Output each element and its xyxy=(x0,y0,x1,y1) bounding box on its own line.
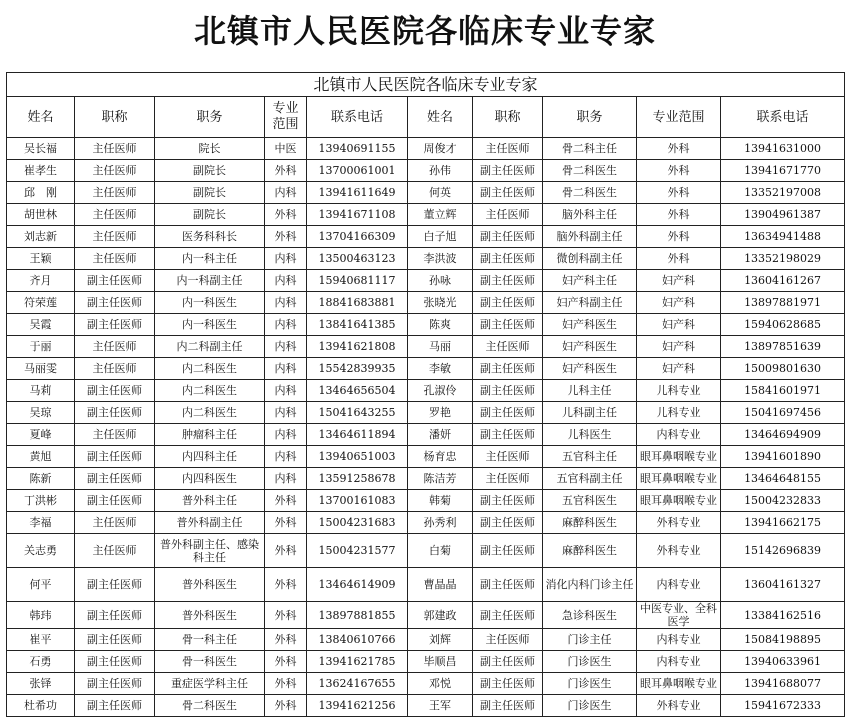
table-cell: 胡世林 xyxy=(7,204,75,226)
table-cell: 外科 xyxy=(265,629,307,651)
table-cell: 外科 xyxy=(265,490,307,512)
table-row xyxy=(7,292,845,314)
table-cell: 内科专业 xyxy=(637,651,721,673)
table-cell: 13384162516 xyxy=(721,602,845,629)
table-cell: 副主任医师 xyxy=(473,424,543,446)
table-cell: 15004231683 xyxy=(307,512,408,534)
table-cell: 麻醉科医生 xyxy=(543,512,637,534)
table-cell: 内二科医生 xyxy=(155,380,265,402)
table-cell: 15940628685 xyxy=(721,314,845,336)
table-cell: 13500463123 xyxy=(307,248,408,270)
table-cell: 13634941488 xyxy=(721,226,845,248)
table-row xyxy=(7,695,845,717)
table-cell: 内科 xyxy=(265,468,307,490)
table-cell: 主任医师 xyxy=(75,160,155,182)
table-cell: 李洪波 xyxy=(408,248,473,270)
table-cell: 门诊医生 xyxy=(543,695,637,717)
table-cell: 副主任医师 xyxy=(473,568,543,602)
table-row xyxy=(7,380,845,402)
table-cell: 副主任医师 xyxy=(473,512,543,534)
table-cell: 门诊主任 xyxy=(543,629,637,651)
table-cell: 儿科医生 xyxy=(543,424,637,446)
table-cell: 孙伟 xyxy=(408,160,473,182)
table-cell: 韩菊 xyxy=(408,490,473,512)
header-specialty-2: 专业范围 xyxy=(637,97,721,138)
table-cell: 内二科医生 xyxy=(155,402,265,424)
table-cell: 何平 xyxy=(7,568,75,602)
table-cell: 15084198895 xyxy=(721,629,845,651)
table-cell: 13941671108 xyxy=(307,204,408,226)
table-cell: 普外科副主任、感染科主任 xyxy=(155,534,265,568)
table-cell: 15941672333 xyxy=(721,695,845,717)
table-cell: 普外科主任 xyxy=(155,490,265,512)
table-row xyxy=(7,402,845,424)
table-cell: 13464694909 xyxy=(721,424,845,446)
table-cell: 中医专业、全科医学 xyxy=(637,602,721,629)
table-cell: 13940651003 xyxy=(307,446,408,468)
table-row xyxy=(7,424,845,446)
table-cell: 内四科医生 xyxy=(155,468,265,490)
table-cell: 内科 xyxy=(265,424,307,446)
table-cell: 副院长 xyxy=(155,182,265,204)
table-cell: 主任医师 xyxy=(75,336,155,358)
table-cell: 杨育忠 xyxy=(408,446,473,468)
table-row xyxy=(7,160,845,182)
table-cell: 外科 xyxy=(637,138,721,160)
table-cell: 妇产科 xyxy=(637,292,721,314)
header-position-2: 职务 xyxy=(543,97,637,138)
table-cell: 主任医师 xyxy=(75,534,155,568)
table-cell: 邱 刚 xyxy=(7,182,75,204)
table-cell: 门诊医生 xyxy=(543,651,637,673)
table-cell: 13941621256 xyxy=(307,695,408,717)
table-cell: 副主任医师 xyxy=(75,695,155,717)
table-row xyxy=(7,568,845,602)
table-cell: 内科 xyxy=(265,336,307,358)
table-cell: 13352197008 xyxy=(721,182,845,204)
table-header-row xyxy=(7,97,845,138)
table-body xyxy=(7,138,845,717)
table-row xyxy=(7,270,845,292)
table-cell: 主任医师 xyxy=(75,204,155,226)
table-cell: 儿科专业 xyxy=(637,402,721,424)
table-cell: 微创科副主任 xyxy=(543,248,637,270)
table-cell: 副主任医师 xyxy=(75,629,155,651)
table-cell: 13840610766 xyxy=(307,629,408,651)
table-cell: 李敏 xyxy=(408,358,473,380)
table-cell: 副主任医师 xyxy=(473,226,543,248)
table-cell: 孔淑伶 xyxy=(408,380,473,402)
table-cell: 副主任医师 xyxy=(473,160,543,182)
table-cell: 13941611649 xyxy=(307,182,408,204)
table-cell: 主任医师 xyxy=(75,512,155,534)
table-cell: 15004231577 xyxy=(307,534,408,568)
table-cell: 五官科副主任 xyxy=(543,468,637,490)
table-cell: 主任医师 xyxy=(75,226,155,248)
table-cell: 外科 xyxy=(265,695,307,717)
table-cell: 王军 xyxy=(408,695,473,717)
table-cell: 13897851639 xyxy=(721,336,845,358)
table-cell: 五官科主任 xyxy=(543,446,637,468)
table-cell: 13904961387 xyxy=(721,204,845,226)
table-cell: 内科 xyxy=(265,270,307,292)
table-cell: 外科 xyxy=(265,651,307,673)
experts-table xyxy=(6,72,845,717)
table-cell: 13941662175 xyxy=(721,512,845,534)
table-cell: 外科专业 xyxy=(637,695,721,717)
table-cell: 内一科主任 xyxy=(155,248,265,270)
table-cell: 主任医师 xyxy=(473,468,543,490)
table-cell: 张铎 xyxy=(7,673,75,695)
table-row xyxy=(7,468,845,490)
table-cell: 外科 xyxy=(637,204,721,226)
table-cell: 内科 xyxy=(265,380,307,402)
table-cell: 重症医学科主任 xyxy=(155,673,265,695)
table-cell: 陈洁芳 xyxy=(408,468,473,490)
table-cell: 外科 xyxy=(637,182,721,204)
table-cell: 外科 xyxy=(265,534,307,568)
table-cell: 妇产科 xyxy=(637,270,721,292)
table-row xyxy=(7,490,845,512)
table-cell: 外科专业 xyxy=(637,512,721,534)
table-cell: 吴长福 xyxy=(7,138,75,160)
table-cell: 外科 xyxy=(637,226,721,248)
table-cell: 外科 xyxy=(265,204,307,226)
table-cell: 眼耳鼻咽喉专业 xyxy=(637,673,721,695)
table-cell: 李福 xyxy=(7,512,75,534)
table-cell: 13464614909 xyxy=(307,568,408,602)
table-cell: 崔孝生 xyxy=(7,160,75,182)
table-row xyxy=(7,629,845,651)
table-cell: 副主任医师 xyxy=(75,673,155,695)
table-cell: 13941601890 xyxy=(721,446,845,468)
table-cell: 外科 xyxy=(265,602,307,629)
table-cell: 外科 xyxy=(637,248,721,270)
table-cell: 副主任医师 xyxy=(473,651,543,673)
table-cell: 副主任医师 xyxy=(473,402,543,424)
table-cell: 齐月 xyxy=(7,270,75,292)
table-cell: 肿瘤科主任 xyxy=(155,424,265,446)
table-cell: 主任医师 xyxy=(75,424,155,446)
table-cell: 骨二科主任 xyxy=(543,138,637,160)
table-cell: 骨二科医生 xyxy=(155,695,265,717)
table-cell: 脑外科副主任 xyxy=(543,226,637,248)
table-cell: 副主任医师 xyxy=(473,270,543,292)
table-cell: 何英 xyxy=(408,182,473,204)
table-cell: 消化内科门诊主任 xyxy=(543,568,637,602)
table-row xyxy=(7,226,845,248)
table-cell: 吴琼 xyxy=(7,402,75,424)
table-cell: 主任医师 xyxy=(473,336,543,358)
table-cell: 周俊才 xyxy=(408,138,473,160)
table-cell: 崔平 xyxy=(7,629,75,651)
table-cell: 13591258678 xyxy=(307,468,408,490)
table-cell: 副主任医师 xyxy=(473,490,543,512)
table-cell: 王颖 xyxy=(7,248,75,270)
table-cell: 13704166309 xyxy=(307,226,408,248)
table-cell: 儿科专业 xyxy=(637,380,721,402)
table-cell: 15142696839 xyxy=(721,534,845,568)
table-cell: 马丽 xyxy=(408,336,473,358)
table-row xyxy=(7,673,845,695)
table-cell: 脑外科主任 xyxy=(543,204,637,226)
table-cell: 13941631000 xyxy=(721,138,845,160)
table-row xyxy=(7,314,845,336)
table-cell: 副主任医师 xyxy=(75,446,155,468)
table-caption: 北镇市人民医院各临床专业专家 xyxy=(7,73,845,97)
table-row xyxy=(7,204,845,226)
table-cell: 13700161083 xyxy=(307,490,408,512)
table-cell: 副主任医师 xyxy=(75,380,155,402)
table-cell: 普外科医生 xyxy=(155,602,265,629)
table-cell: 内科 xyxy=(265,446,307,468)
table-cell: 内科 xyxy=(265,248,307,270)
table-cell: 13841641385 xyxy=(307,314,408,336)
table-cell: 13941671770 xyxy=(721,160,845,182)
table-cell: 13464656504 xyxy=(307,380,408,402)
table-cell: 内科 xyxy=(265,182,307,204)
table-cell: 邓悦 xyxy=(408,673,473,695)
table-cell: 15004232833 xyxy=(721,490,845,512)
table-cell: 儿科主任 xyxy=(543,380,637,402)
table-cell: 内科专业 xyxy=(637,424,721,446)
table-cell: 外科 xyxy=(265,226,307,248)
table-caption-row xyxy=(7,73,845,97)
table-cell: 潘妍 xyxy=(408,424,473,446)
table-cell: 副主任医师 xyxy=(75,402,155,424)
table-cell: 白菊 xyxy=(408,534,473,568)
table-cell: 眼耳鼻咽喉专业 xyxy=(637,446,721,468)
table-cell: 内科专业 xyxy=(637,629,721,651)
table-cell: 孙秀利 xyxy=(408,512,473,534)
table-cell: 张晓光 xyxy=(408,292,473,314)
table-cell: 副主任医师 xyxy=(75,468,155,490)
table-cell: 内一科医生 xyxy=(155,314,265,336)
table-cell: 主任医师 xyxy=(473,138,543,160)
table-cell: 内一科医生 xyxy=(155,292,265,314)
table-row xyxy=(7,534,845,568)
table-cell: 妇产科 xyxy=(637,358,721,380)
table-cell: 内科 xyxy=(265,358,307,380)
table-cell: 主任医师 xyxy=(473,446,543,468)
table-cell: 普外科副主任 xyxy=(155,512,265,534)
table-cell: 外科 xyxy=(265,568,307,602)
header-phone-2: 联系电话 xyxy=(721,97,845,138)
header-specialty: 专业范围 xyxy=(265,97,307,138)
table-cell: 15009801630 xyxy=(721,358,845,380)
header-title: 职称 xyxy=(75,97,155,138)
table-cell: 内二科医生 xyxy=(155,358,265,380)
table-cell: 副主任医师 xyxy=(473,182,543,204)
table-cell: 内科 xyxy=(265,314,307,336)
page-title: 北镇市人民医院各临床专业专家 xyxy=(193,12,656,50)
table-cell: 关志勇 xyxy=(7,534,75,568)
header-position: 职务 xyxy=(155,97,265,138)
table-cell: 15041697456 xyxy=(721,402,845,424)
table-cell: 董立辉 xyxy=(408,204,473,226)
table-cell: 杜希功 xyxy=(7,695,75,717)
table-row xyxy=(7,182,845,204)
table-cell: 主任医师 xyxy=(75,248,155,270)
table-cell: 副院长 xyxy=(155,160,265,182)
table-cell: 符荣莲 xyxy=(7,292,75,314)
table-cell: 刘辉 xyxy=(408,629,473,651)
table-cell: 内科 xyxy=(265,402,307,424)
table-cell: 13604161327 xyxy=(721,568,845,602)
table-cell: 副主任医师 xyxy=(75,602,155,629)
table-cell: 内科专业 xyxy=(637,568,721,602)
table-cell: 陈爽 xyxy=(408,314,473,336)
table-cell: 副主任医师 xyxy=(75,292,155,314)
table-cell: 13352198029 xyxy=(721,248,845,270)
table-cell: 内一科副主任 xyxy=(155,270,265,292)
table-cell: 妇产科主任 xyxy=(543,270,637,292)
table-cell: 13941621808 xyxy=(307,336,408,358)
table-cell: 副主任医师 xyxy=(75,568,155,602)
table-row xyxy=(7,512,845,534)
table-cell: 普外科医生 xyxy=(155,568,265,602)
table-cell: 妇产科医生 xyxy=(543,336,637,358)
table-cell: 主任医师 xyxy=(75,138,155,160)
table-cell: 外科 xyxy=(265,673,307,695)
table-cell: 副主任医师 xyxy=(473,292,543,314)
table-cell: 副主任医师 xyxy=(473,602,543,629)
table-cell: 副主任医师 xyxy=(473,673,543,695)
table-cell: 白子旭 xyxy=(408,226,473,248)
table-row xyxy=(7,602,845,629)
table-cell: 18841683881 xyxy=(307,292,408,314)
table-cell: 急诊科医生 xyxy=(543,602,637,629)
table-cell: 夏峰 xyxy=(7,424,75,446)
table-cell: 外科 xyxy=(637,160,721,182)
table-cell: 五官科医生 xyxy=(543,490,637,512)
table-cell: 副主任医师 xyxy=(75,314,155,336)
table-cell: 儿科副主任 xyxy=(543,402,637,424)
table-cell: 丁洪彬 xyxy=(7,490,75,512)
table-cell: 毕顺昌 xyxy=(408,651,473,673)
table-row xyxy=(7,446,845,468)
table-cell: 妇产科 xyxy=(637,314,721,336)
table-cell: 主任医师 xyxy=(473,629,543,651)
header-name-2: 姓名 xyxy=(408,97,473,138)
header-title-2: 职称 xyxy=(473,97,543,138)
table-cell: 15041643255 xyxy=(307,402,408,424)
table-cell: 13700061001 xyxy=(307,160,408,182)
table-cell: 骨一科医生 xyxy=(155,651,265,673)
table-cell: 13464611894 xyxy=(307,424,408,446)
table-cell: 15542839935 xyxy=(307,358,408,380)
table-row xyxy=(7,248,845,270)
table-cell: 13941621785 xyxy=(307,651,408,673)
table-row xyxy=(7,336,845,358)
table-cell: 麻醉科医生 xyxy=(543,534,637,568)
table-cell: 13941688077 xyxy=(721,673,845,695)
table-cell: 副主任医师 xyxy=(473,358,543,380)
table-cell: 副主任医师 xyxy=(473,695,543,717)
table-row xyxy=(7,358,845,380)
table-cell: 骨一科主任 xyxy=(155,629,265,651)
header-phone: 联系电话 xyxy=(307,97,408,138)
table-cell: 刘志新 xyxy=(7,226,75,248)
table-cell: 中医 xyxy=(265,138,307,160)
table-row xyxy=(7,651,845,673)
table-cell: 副主任医师 xyxy=(473,314,543,336)
table-cell: 妇产科医生 xyxy=(543,358,637,380)
table-cell: 外科专业 xyxy=(637,534,721,568)
table-cell: 副主任医师 xyxy=(473,380,543,402)
table-cell: 副主任医师 xyxy=(473,534,543,568)
table-cell: 13604161267 xyxy=(721,270,845,292)
table-cell: 副主任医师 xyxy=(473,248,543,270)
table-cell: 内科 xyxy=(265,292,307,314)
table-cell: 罗艳 xyxy=(408,402,473,424)
table-cell: 马丽雯 xyxy=(7,358,75,380)
table-cell: 主任医师 xyxy=(473,204,543,226)
table-cell: 主任医师 xyxy=(75,182,155,204)
table-cell: 15841601971 xyxy=(721,380,845,402)
table-cell: 内二科副主任 xyxy=(155,336,265,358)
table-cell: 13464648155 xyxy=(721,468,845,490)
table-cell: 13940633961 xyxy=(721,651,845,673)
table-cell: 陈新 xyxy=(7,468,75,490)
table-cell: 骨二科医生 xyxy=(543,160,637,182)
table-cell: 于丽 xyxy=(7,336,75,358)
table-cell: 副院长 xyxy=(155,204,265,226)
table-cell: 医务科科长 xyxy=(155,226,265,248)
table-cell: 马莉 xyxy=(7,380,75,402)
table-cell: 吴霞 xyxy=(7,314,75,336)
table-cell: 骨二科医生 xyxy=(543,182,637,204)
table-cell: 主任医师 xyxy=(75,358,155,380)
table-cell: 门诊医生 xyxy=(543,673,637,695)
table-cell: 曹晶晶 xyxy=(408,568,473,602)
table-cell: 内四科主任 xyxy=(155,446,265,468)
table-cell: 韩玮 xyxy=(7,602,75,629)
table-cell: 15940681117 xyxy=(307,270,408,292)
table-cell: 13940691155 xyxy=(307,138,408,160)
table-row xyxy=(7,138,845,160)
table-cell: 外科 xyxy=(265,512,307,534)
table-cell: 孙咏 xyxy=(408,270,473,292)
table-cell: 眼耳鼻咽喉专业 xyxy=(637,490,721,512)
table-cell: 13897881855 xyxy=(307,602,408,629)
header-name: 姓名 xyxy=(7,97,75,138)
table-cell: 妇产科医生 xyxy=(543,314,637,336)
table-cell: 郭建政 xyxy=(408,602,473,629)
table-cell: 副主任医师 xyxy=(75,490,155,512)
table-cell: 副主任医师 xyxy=(75,270,155,292)
table-cell: 院长 xyxy=(155,138,265,160)
table-cell: 妇产科副主任 xyxy=(543,292,637,314)
table-cell: 石勇 xyxy=(7,651,75,673)
table-cell: 13897881971 xyxy=(721,292,845,314)
table-cell: 13624167655 xyxy=(307,673,408,695)
table-cell: 眼耳鼻咽喉专业 xyxy=(637,468,721,490)
table-cell: 黄旭 xyxy=(7,446,75,468)
table-cell: 副主任医师 xyxy=(75,651,155,673)
table-cell: 外科 xyxy=(265,160,307,182)
table-cell: 妇产科 xyxy=(637,336,721,358)
